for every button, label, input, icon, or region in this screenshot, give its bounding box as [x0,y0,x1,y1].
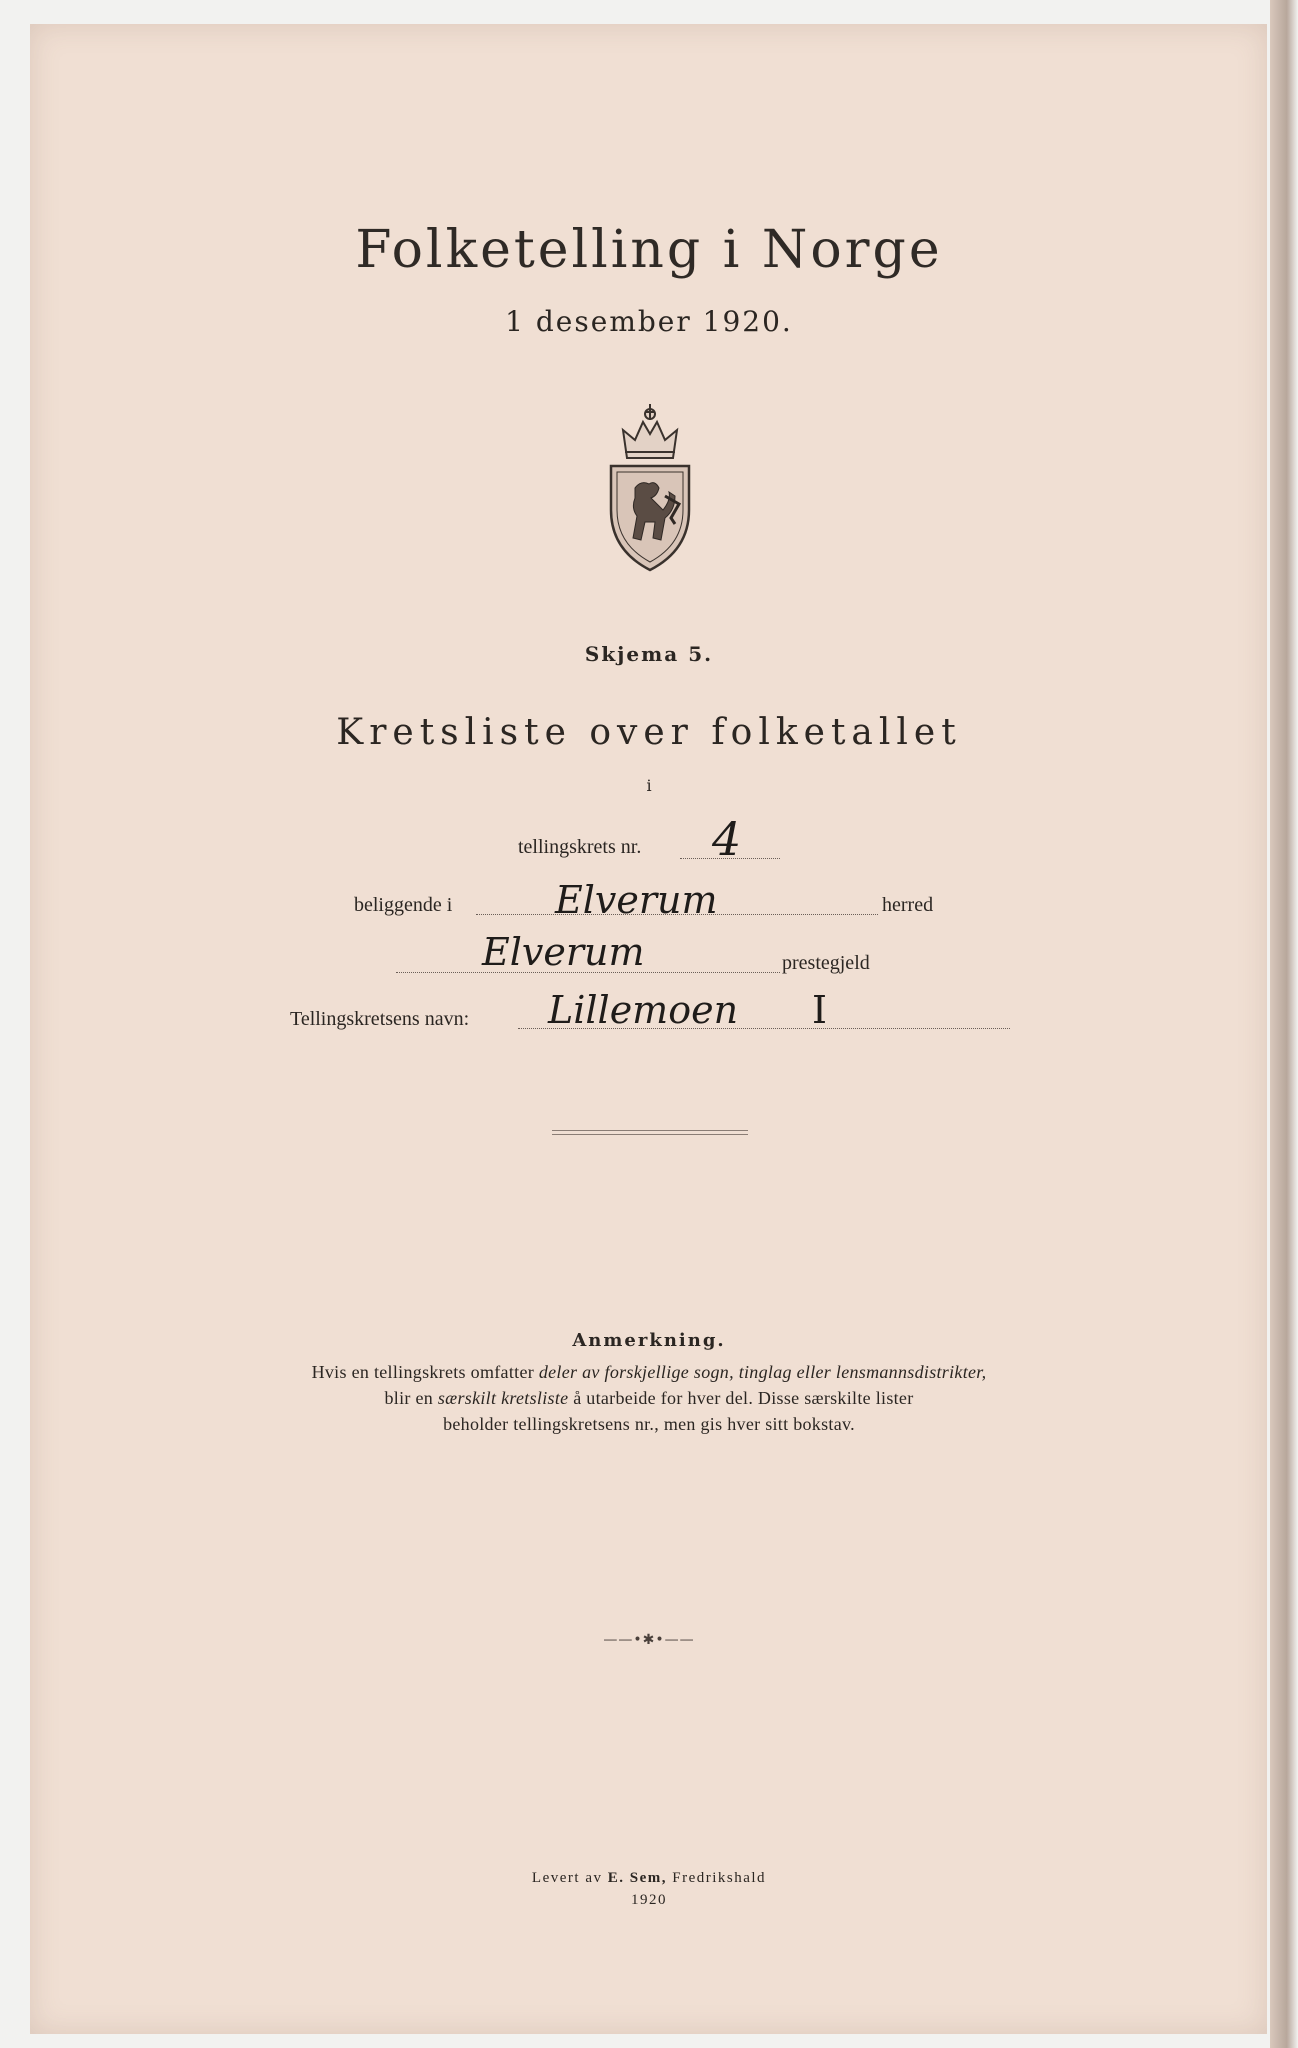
district-name-numeral: I [812,988,828,1032]
note-line-3: beholder tellingskretsens nr., men gis hver sitt bokstav. [443,1414,855,1434]
parish-label: prestegjeld [782,952,870,974]
page-title: Folketelling i Norge [355,220,943,280]
district-name-value: Lillemoen [548,988,739,1032]
district-number-label: tellingskrets nr. [518,836,642,858]
imprint-text-a: Levert av [531,1870,608,1886]
crown-icon [623,404,677,458]
imprint-printer-name: E. Sem, [607,1870,667,1886]
note-line-2-text-a: blir en [384,1388,438,1408]
preposition-label: i [646,776,652,795]
located-in-label: beliggende i [354,894,453,916]
imprint-year: 1920 [631,1892,667,1908]
note-line-1-emphasis: deler av forskjellige sogn, tinglag eller lensmannsdistrikter, [538,1362,987,1382]
list-heading: Kretsliste over folketallet [336,712,962,753]
section-divider [552,1130,748,1135]
imprint-text-b: Fredrikshald [666,1870,767,1886]
note-line-1-text: Hvis en tellingskrets omfatter [311,1362,539,1382]
municipality-value: Elverum [555,878,718,922]
ornament-divider: ——•✱•—— [603,1632,695,1648]
census-date: 1 desember 1920. [505,305,793,338]
note-line-1 [0,1362,1298,1383]
printer-imprint [0,1870,1298,1887]
note-line-2 [0,1388,1298,1409]
district-number-value: 4 [712,812,742,866]
parish-value: Elverum [482,930,645,974]
note-line-2-text-b: å utarbeide for hver del. Disse særskilte lister [568,1388,914,1408]
note-heading: Anmerkning. [572,1330,726,1351]
schema-label: Skjema 5. [584,642,714,666]
district-name-label: Tellingskretsens navn: [290,1008,470,1030]
note-line-2-emphasis: særskilt kretsliste [437,1388,569,1408]
norwegian-coat-of-arms-icon [605,400,695,572]
herred-label: herred [882,894,934,916]
